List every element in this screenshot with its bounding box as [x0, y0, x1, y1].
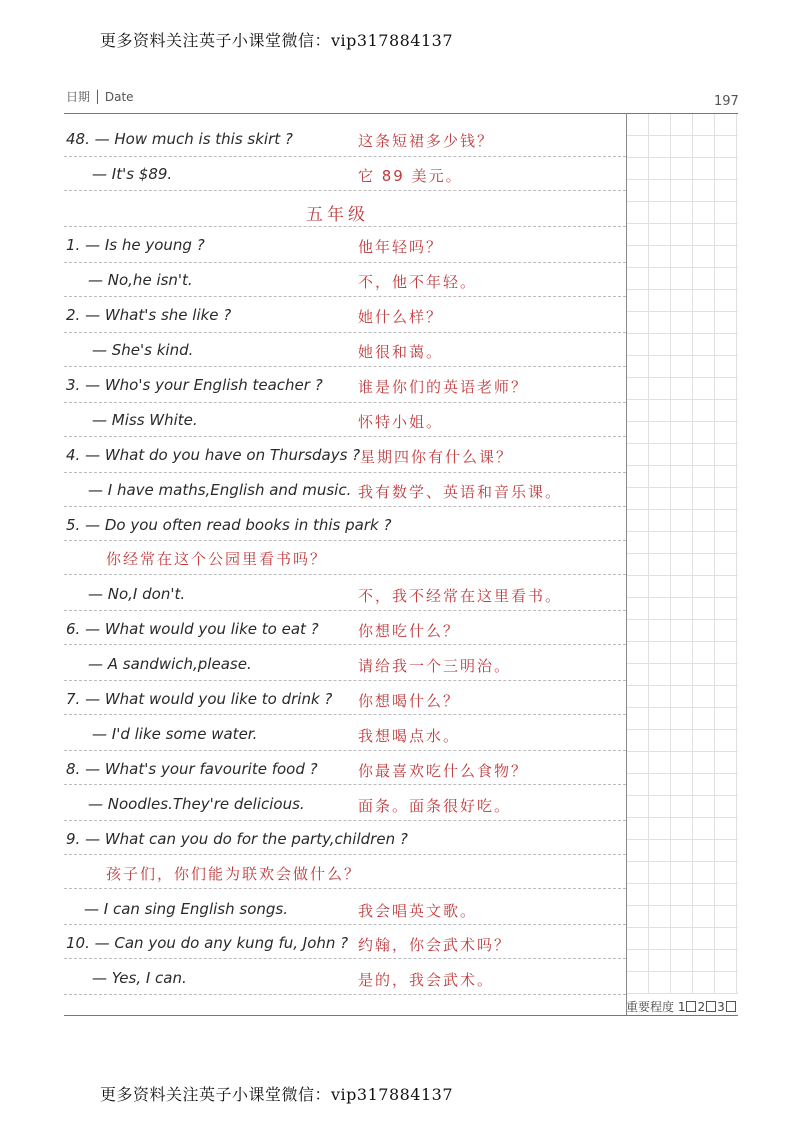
line-7-question-cn: 你想喝什么？ [358, 692, 461, 710]
line-3-question: 3. — Who's your English teacher ? [66, 376, 323, 394]
line-48-question-cn: 这条短裙多少钱？ [358, 132, 495, 150]
line-1-question-cn: 他年轻吗？ [358, 238, 444, 256]
ruled-line [64, 472, 626, 473]
line-2-question-cn: 她什么样？ [358, 308, 444, 326]
ruled-line [64, 854, 626, 855]
margin-grid [627, 114, 738, 994]
line-6-answer: — A sandwich,please. [88, 655, 252, 673]
line-7-answer: — I'd like some water. [92, 725, 258, 743]
line-3-question-cn: 谁是你们的英语老师？ [358, 378, 529, 396]
ruled-line [64, 506, 626, 507]
date-label: 日期 │ Date [66, 90, 134, 104]
line-9-answer-cn: 我会唱英文歌。 [358, 902, 478, 920]
ruled-line [64, 540, 626, 541]
line-1-answer-cn: 不，他不年轻。 [358, 273, 478, 291]
line-9-question-cn: 孩子们，你们能为联欢会做什么？ [106, 865, 362, 883]
line-8-answer-cn: 面条。面条很好吃。 [358, 797, 512, 815]
section-heading: 五年级 [306, 205, 369, 225]
margin-divider [626, 113, 627, 1015]
ruled-line [64, 574, 626, 575]
ruled-line [64, 402, 626, 403]
line-3-answer: — Miss White. [92, 411, 198, 429]
ruled-line [64, 994, 626, 995]
checkbox-1[interactable] [686, 1001, 696, 1012]
line-2-answer-cn: 她很和蔼。 [358, 343, 444, 361]
ruled-line [64, 610, 626, 611]
line-8-question: 8. — What's your favourite food ? [66, 760, 318, 778]
ruled-line [64, 644, 626, 645]
line-6-question: 6. — What would you like to eat ? [66, 620, 319, 638]
ruled-line [64, 820, 626, 821]
line-7-answer-cn: 我想喝点水。 [358, 727, 461, 745]
line-5-question: 5. — Do you often read books in this park ? [66, 516, 392, 534]
ruled-line [64, 888, 626, 889]
line-5-answer-cn: 不，我不经常在这里看书。 [358, 587, 563, 605]
line-7-question: 7. — What would you like to drink ? [66, 690, 333, 708]
importance-rating [626, 998, 737, 1015]
line-6-answer-cn: 请给我一个三明治。 [358, 657, 512, 675]
line-5-answer: — No,I don't. [88, 585, 186, 603]
line-10-answer-cn: 是的，我会武术。 [358, 971, 495, 989]
ruled-line [64, 296, 626, 297]
ruled-line [64, 924, 626, 925]
ruled-line [64, 958, 626, 959]
line-4-question-cn: 星期四你有什么课？ [360, 448, 514, 466]
ruled-line [64, 226, 626, 227]
bottom-rule [64, 1015, 738, 1016]
line-6-question-cn: 你想吃什么？ [358, 622, 461, 640]
ruled-line [64, 190, 626, 191]
ruled-line [64, 680, 626, 681]
importance-level-3: 3 [717, 1000, 725, 1014]
line-48-question: 48. — How much is this skirt ? [66, 130, 293, 148]
importance-level-1: 1 [677, 1000, 686, 1014]
line-4-answer: — I have maths,English and music. [88, 481, 352, 499]
ruled-line [64, 366, 626, 367]
ruled-line [64, 436, 626, 437]
ruled-line [64, 332, 626, 333]
line-1-answer: — No,he isn't. [88, 271, 193, 289]
line-10-question-cn: 约翰，你会武术吗？ [358, 936, 512, 954]
ruled-line [64, 262, 626, 263]
line-4-question: 4. — What do you have on Thursdays ? [66, 446, 361, 464]
line-1-question: 1. — Is he young ? [66, 236, 205, 254]
line-2-answer: — She's kind. [92, 341, 194, 359]
page-number: 197 [714, 94, 739, 109]
ruled-line [64, 714, 626, 715]
line-3-answer-cn: 怀特小姐。 [358, 413, 444, 431]
line-2-question: 2. — What's she like ? [66, 306, 232, 324]
watermark-bottom: 更多资料关注英子小课堂微信：vip317884137 [100, 1085, 454, 1104]
line-48-answer-cn: 它 89 美元。 [358, 167, 463, 185]
line-10-answer: — Yes, I can. [92, 969, 187, 987]
line-48-answer: — It's $89. [92, 165, 173, 183]
watermark-top: 更多资料关注英子小课堂微信：vip317884137 [100, 31, 454, 50]
ruled-line [64, 750, 626, 751]
checkbox-3[interactable] [726, 1001, 736, 1012]
importance-label: 重要程度 [626, 1000, 675, 1014]
importance-level-2: 2 [697, 1000, 706, 1014]
ruled-line [64, 156, 626, 157]
line-8-answer: — Noodles.They're delicious. [88, 795, 305, 813]
line-5-question-cn: 你经常在这个公园里看书吗？ [106, 550, 328, 568]
line-9-question: 9. — What can you do for the party,children ? [66, 830, 408, 848]
line-8-question-cn: 你最喜欢吃什么食物？ [358, 762, 529, 780]
line-9-answer: — I can sing English songs. [84, 900, 288, 918]
ruled-line [64, 784, 626, 785]
checkbox-2[interactable] [706, 1001, 716, 1012]
line-10-question: 10. — Can you do any kung fu, John ? [66, 934, 349, 952]
line-4-answer-cn: 我有数学、英语和音乐课。 [358, 483, 563, 501]
